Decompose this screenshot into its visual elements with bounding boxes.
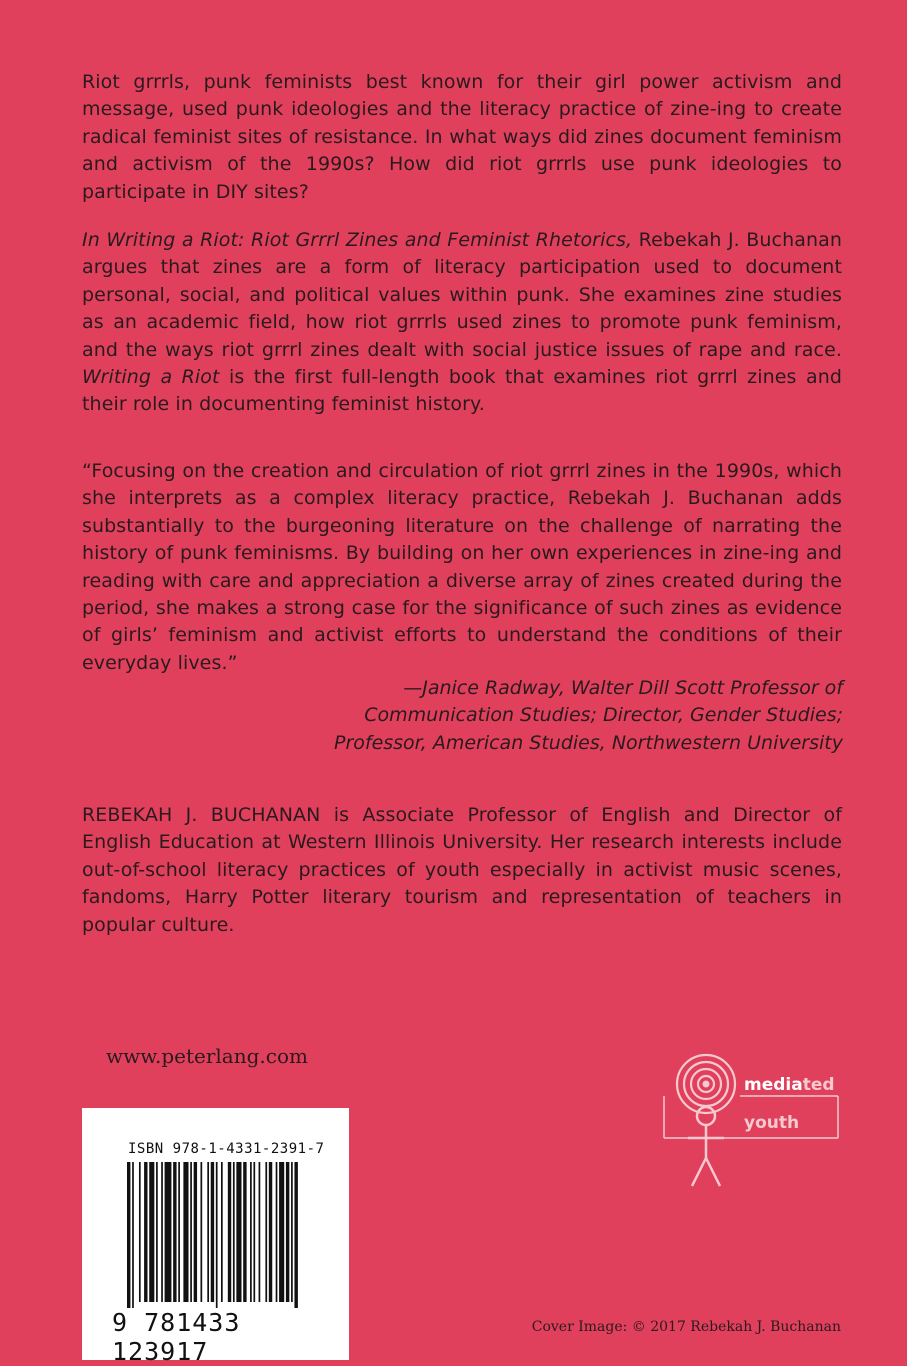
barcode-bar bbox=[178, 1162, 180, 1302]
barcode-bar bbox=[165, 1162, 172, 1302]
barcode-bar bbox=[243, 1162, 246, 1302]
broadcast-center-icon bbox=[703, 1081, 710, 1088]
barcode-bar bbox=[221, 1162, 223, 1302]
isbn-label: ISBN 978-1-4331-2391-7 bbox=[128, 1141, 325, 1157]
barcode-bar bbox=[139, 1162, 141, 1302]
cover-credit: Cover Image: © 2017 Rebekah J. Buchanan bbox=[531, 1319, 841, 1335]
barcode-bar bbox=[291, 1162, 293, 1302]
barcode-bar bbox=[276, 1162, 278, 1302]
barcode-bar bbox=[161, 1162, 163, 1302]
barcode-bar bbox=[156, 1162, 158, 1302]
barcode-bar bbox=[190, 1162, 192, 1302]
barcode-bar bbox=[194, 1162, 197, 1302]
logo-text-youth: youth bbox=[744, 1113, 800, 1133]
book-title-short: Writing a Riot bbox=[82, 366, 220, 389]
barcode-bar bbox=[259, 1162, 261, 1302]
barcode-bar bbox=[173, 1162, 176, 1302]
intro-paragraph: Riot grrrls, punk feminists best known for their girl power activism and message, used punk ideologies and the literacy practice of zine-ing to create radical feminist sites of resistance. In what ways did zines document feminism and activism of the 1990s? How did riot grrrls use punk ideologies to participate in DIY sites? bbox=[82, 71, 842, 203]
barcode-bar bbox=[132, 1162, 134, 1308]
barcode-bar bbox=[250, 1162, 252, 1302]
barcode-bar bbox=[286, 1162, 289, 1302]
publisher-url[interactable]: www.peterlang.com bbox=[106, 1044, 308, 1068]
barcode-digits: 9 781433 123917 bbox=[112, 1308, 241, 1366]
barcode-bar bbox=[236, 1162, 241, 1302]
barcode-bars bbox=[127, 1162, 303, 1308]
barcode-bar bbox=[269, 1162, 272, 1302]
summary-paragraph: In Writing a Riot: Riot Grrrl Zines and Feminist Rhetorics, Rebekah J. Buchanan argues that zines are a form of literacy participation used to document personal, social, and political values within punk. She examines zine studies as an academic field, how riot grrrls used zines to promote punk feminism, and the ways riot grrrl zines dealt with social justice issues of rape and race. Writing a Riot is the first full-length book that examines riot grrrl zines and their role in documenting feminist history. bbox=[82, 229, 842, 416]
stick-figure-icon bbox=[688, 1107, 724, 1186]
blurb-quote: “Focusing on the creation and circulation of riot grrrl zines in the 1990s, which she interprets as a complex literacy practice, Rebekah J. Buchanan adds substantially to the burgeoning literature on the challenge of narrating the history of punk feminisms. By building on her own experiences in zine-ing and reading with care and appreciation a diverse array of zines created during the period, she makes a strong case for the significance of such zines as evidence of girls’ feminism and activist efforts to understand the conditions of their everyday lives.” bbox=[82, 460, 842, 674]
author-bio: REBEKAH J. BUCHANAN is Associate Professor of English and Director of English Education at Western Illinois University. Her research interests include out-of-school literacy practices of youth especially in activist music scenes, fandoms, Harry Potter literary tourism and representation of teachers in popular culture. bbox=[82, 804, 842, 936]
barcode-bar bbox=[279, 1162, 284, 1302]
barcode-bar bbox=[183, 1162, 188, 1302]
barcode-bar bbox=[253, 1162, 255, 1302]
barcode-bar bbox=[127, 1162, 130, 1308]
blurb-attribution: —Janice Radway, Walter Dill Scott Professor of Communication Studies; Director, Gender Studies; Professor, American Studies, Northwestern University bbox=[333, 677, 843, 754]
barcode-bar bbox=[228, 1162, 231, 1302]
barcode-bar bbox=[233, 1162, 235, 1302]
barcode-bar bbox=[216, 1162, 218, 1308]
book-title: In Writing a Riot: Riot Grrrl Zines and Feminist Rhetorics, bbox=[82, 229, 633, 251]
logo-text-media: mediated bbox=[744, 1075, 835, 1095]
barcode-bar bbox=[265, 1162, 267, 1302]
mediated-youth-logo bbox=[660, 1038, 850, 1198]
author-name: REBEKAH J. BUCHANAN bbox=[82, 804, 321, 826]
barcode-bar bbox=[200, 1162, 202, 1302]
barcode-bar bbox=[149, 1162, 154, 1302]
barcode-bar bbox=[294, 1162, 297, 1308]
barcode-bar bbox=[211, 1162, 214, 1302]
barcode-bar bbox=[207, 1162, 209, 1302]
barcode-bar bbox=[144, 1162, 147, 1302]
